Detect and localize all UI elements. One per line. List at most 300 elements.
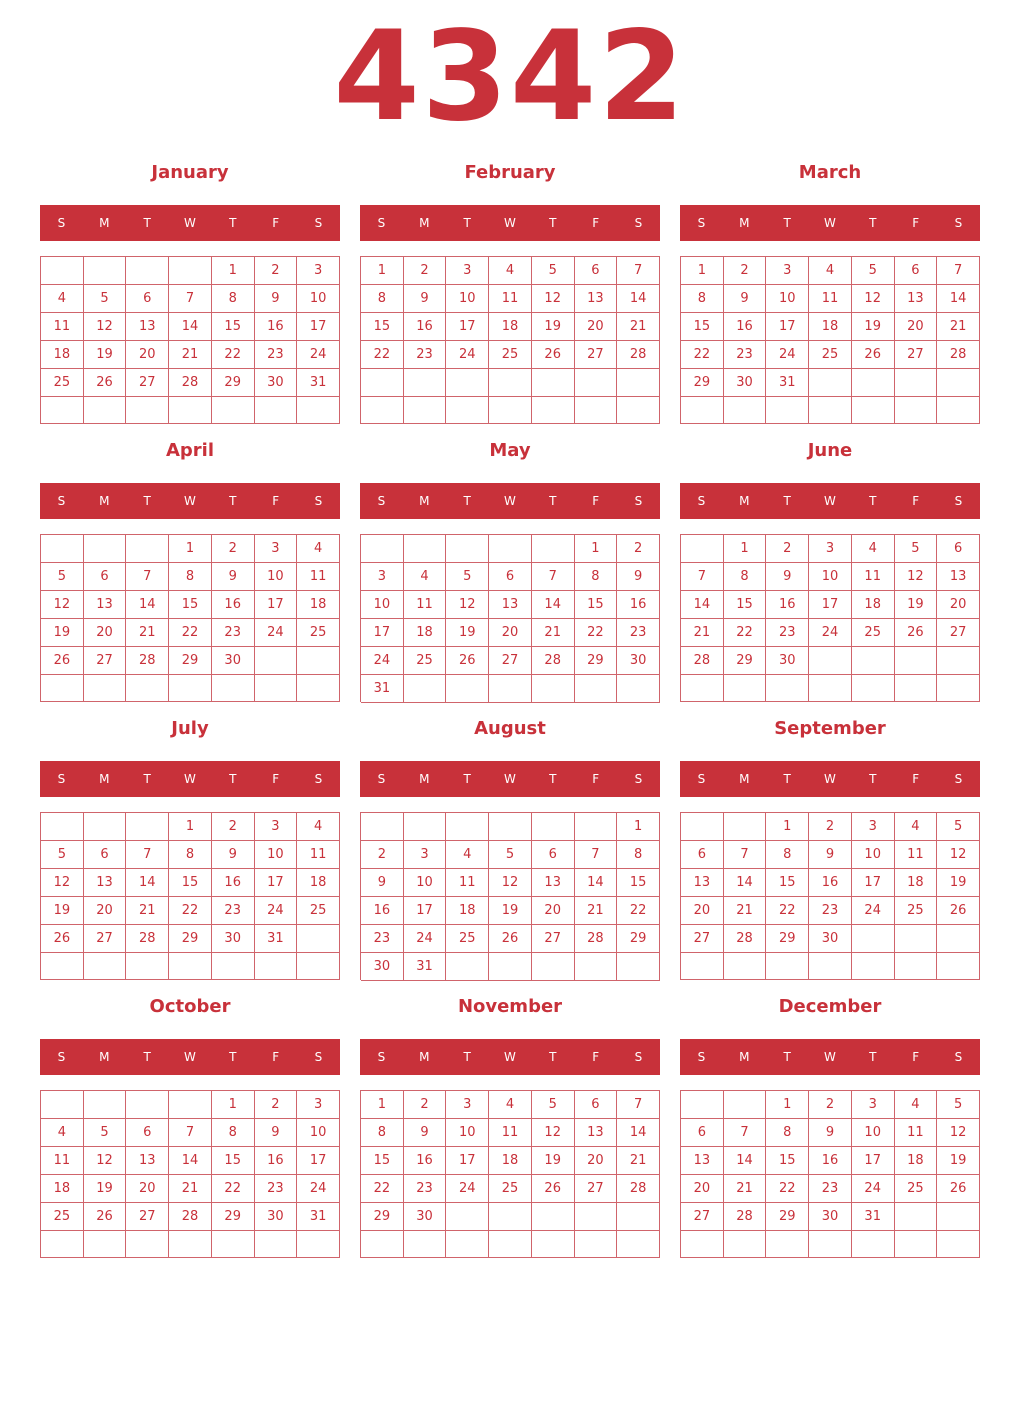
day-cell: 18	[852, 591, 895, 619]
day-cell: 3	[361, 563, 404, 591]
weekday-label: W	[504, 772, 516, 786]
day-cell: 13	[575, 1119, 618, 1147]
day-cell: 28	[575, 925, 618, 953]
day-cell: 3	[852, 813, 895, 841]
day-cell: 1	[212, 1091, 255, 1119]
day-cell: 5	[532, 1091, 575, 1119]
day-cell: 1	[169, 813, 212, 841]
empty-day-cell	[724, 1231, 767, 1258]
day-cell: 17	[852, 1147, 895, 1175]
day-cell: 18	[41, 341, 84, 369]
day-cell: 21	[126, 897, 169, 925]
day-cell: 14	[126, 869, 169, 897]
day-cell: 4	[404, 563, 447, 591]
day-cell: 8	[766, 1119, 809, 1147]
day-cell: 19	[489, 897, 532, 925]
weekday-header	[360, 205, 660, 241]
day-cell: 10	[255, 563, 298, 591]
day-cell: 5	[532, 257, 575, 285]
day-cell: 23	[404, 1175, 447, 1203]
day-cell: 3	[297, 1091, 340, 1119]
weekday-label: F	[912, 494, 920, 508]
empty-day-cell	[809, 397, 852, 424]
weekday-label: S	[697, 494, 706, 508]
empty-day-cell	[724, 675, 767, 702]
weekday-header	[40, 761, 340, 797]
empty-day-cell	[766, 675, 809, 702]
empty-day-cell	[84, 1091, 127, 1119]
day-cell: 17	[297, 313, 340, 341]
month-march	[680, 158, 980, 428]
month-november	[360, 992, 660, 1262]
day-cell: 15	[681, 313, 724, 341]
day-cell: 7	[169, 1119, 212, 1147]
day-cell: 7	[937, 257, 980, 285]
day-cell: 30	[255, 369, 298, 397]
day-cell: 19	[84, 1175, 127, 1203]
month-name: January	[151, 162, 229, 183]
day-cell: 18	[489, 313, 532, 341]
empty-day-cell	[575, 953, 618, 981]
weekday-label: W	[184, 772, 196, 786]
day-grid	[40, 534, 340, 702]
empty-day-cell	[41, 397, 84, 424]
day-cell: 29	[766, 925, 809, 953]
weekday-label: M	[739, 1050, 750, 1064]
day-cell: 17	[446, 313, 489, 341]
day-cell: 20	[532, 897, 575, 925]
weekday-label: S	[954, 216, 963, 230]
empty-day-cell	[489, 953, 532, 981]
day-cell: 8	[617, 841, 660, 869]
day-cell: 18	[895, 869, 938, 897]
day-cell: 20	[126, 1175, 169, 1203]
day-cell: 30	[724, 369, 767, 397]
day-cell: 9	[809, 841, 852, 869]
day-cell: 7	[532, 563, 575, 591]
empty-day-cell	[724, 397, 767, 424]
day-cell: 24	[809, 619, 852, 647]
empty-day-cell	[212, 397, 255, 424]
weekday-header	[40, 205, 340, 241]
day-cell: 13	[681, 1147, 724, 1175]
day-cell: 27	[575, 1175, 618, 1203]
day-cell: 13	[937, 563, 980, 591]
day-cell: 25	[809, 341, 852, 369]
month-august	[360, 714, 660, 984]
weekday-label: T	[463, 494, 471, 508]
empty-day-cell	[895, 647, 938, 675]
day-cell: 16	[361, 897, 404, 925]
empty-day-cell	[404, 675, 447, 703]
empty-day-cell	[617, 1231, 660, 1258]
month-may	[360, 436, 660, 706]
day-cell: 31	[297, 369, 340, 397]
day-cell: 22	[361, 341, 404, 369]
day-cell: 29	[361, 1203, 404, 1231]
month-april	[40, 436, 340, 706]
day-cell: 6	[575, 257, 618, 285]
day-cell: 22	[681, 341, 724, 369]
weekday-label: T	[549, 494, 557, 508]
day-cell: 9	[809, 1119, 852, 1147]
weekday-label: F	[272, 216, 280, 230]
day-grid	[680, 256, 980, 424]
day-cell: 1	[361, 1091, 404, 1119]
day-cell: 8	[212, 1119, 255, 1147]
day-cell: 12	[937, 841, 980, 869]
day-cell: 26	[532, 341, 575, 369]
day-grid	[360, 256, 660, 424]
day-cell: 7	[681, 563, 724, 591]
empty-day-cell	[84, 1231, 127, 1258]
empty-day-cell	[297, 647, 340, 675]
day-cell: 26	[84, 1203, 127, 1231]
empty-day-cell	[937, 647, 980, 675]
empty-day-cell	[446, 813, 489, 841]
empty-day-cell	[297, 925, 340, 953]
weekday-label: S	[697, 772, 706, 786]
day-cell: 15	[361, 313, 404, 341]
day-cell: 29	[681, 369, 724, 397]
day-cell: 12	[41, 591, 84, 619]
weekday-label: W	[504, 494, 516, 508]
weekday-label: S	[314, 772, 323, 786]
day-cell: 25	[41, 369, 84, 397]
day-cell: 18	[41, 1175, 84, 1203]
empty-day-cell	[895, 369, 938, 397]
day-cell: 8	[361, 1119, 404, 1147]
day-cell: 27	[681, 925, 724, 953]
day-cell: 13	[126, 313, 169, 341]
empty-day-cell	[937, 1231, 980, 1258]
day-cell: 22	[212, 341, 255, 369]
day-cell: 30	[809, 1203, 852, 1231]
day-cell: 4	[809, 257, 852, 285]
day-cell: 31	[766, 369, 809, 397]
day-cell: 5	[852, 257, 895, 285]
weekday-label: W	[824, 1050, 836, 1064]
day-cell: 10	[852, 1119, 895, 1147]
day-cell: 29	[169, 925, 212, 953]
empty-day-cell	[809, 369, 852, 397]
empty-day-cell	[617, 953, 660, 981]
weekday-label: T	[229, 494, 237, 508]
weekday-label: T	[783, 216, 791, 230]
empty-day-cell	[532, 369, 575, 397]
day-cell: 19	[84, 341, 127, 369]
weekday-label: M	[739, 216, 750, 230]
day-cell: 29	[212, 1203, 255, 1231]
day-cell: 8	[575, 563, 618, 591]
day-cell: 14	[937, 285, 980, 313]
day-cell: 4	[895, 813, 938, 841]
day-cell: 7	[724, 1119, 767, 1147]
weekday-label: W	[184, 494, 196, 508]
weekday-label: S	[377, 1050, 386, 1064]
empty-day-cell	[404, 813, 447, 841]
day-cell: 15	[766, 869, 809, 897]
empty-day-cell	[404, 397, 447, 425]
month-name: February	[464, 162, 556, 183]
empty-day-cell	[404, 369, 447, 397]
day-cell: 15	[212, 313, 255, 341]
day-cell: 19	[446, 619, 489, 647]
day-cell: 14	[532, 591, 575, 619]
empty-day-cell	[852, 953, 895, 980]
day-cell: 26	[41, 925, 84, 953]
day-cell: 26	[84, 369, 127, 397]
empty-day-cell	[126, 675, 169, 702]
empty-day-cell	[169, 397, 212, 424]
day-cell: 18	[489, 1147, 532, 1175]
day-cell: 4	[852, 535, 895, 563]
weekday-label: T	[463, 1050, 471, 1064]
year-title: 4342	[333, 5, 687, 149]
empty-day-cell	[532, 397, 575, 425]
day-cell: 12	[852, 285, 895, 313]
day-cell: 27	[681, 1203, 724, 1231]
empty-day-cell	[617, 1203, 660, 1231]
empty-day-cell	[575, 369, 618, 397]
month-january	[40, 158, 340, 428]
month-july	[40, 714, 340, 984]
day-cell: 9	[617, 563, 660, 591]
weekday-header	[680, 761, 980, 797]
day-cell: 2	[212, 813, 255, 841]
empty-day-cell	[361, 535, 404, 563]
empty-day-cell	[84, 397, 127, 424]
month-june	[680, 436, 980, 706]
day-grid	[360, 534, 660, 702]
day-cell: 6	[575, 1091, 618, 1119]
day-cell: 16	[809, 1147, 852, 1175]
empty-day-cell	[617, 369, 660, 397]
empty-day-cell	[297, 397, 340, 424]
empty-day-cell	[41, 257, 84, 285]
empty-day-cell	[212, 675, 255, 702]
empty-day-cell	[84, 535, 127, 563]
day-cell: 22	[766, 897, 809, 925]
day-cell: 3	[852, 1091, 895, 1119]
weekday-label: T	[869, 1050, 877, 1064]
weekday-label: F	[272, 1050, 280, 1064]
empty-day-cell	[575, 397, 618, 425]
day-cell: 18	[446, 897, 489, 925]
day-cell: 21	[532, 619, 575, 647]
day-cell: 1	[681, 257, 724, 285]
day-cell: 19	[895, 591, 938, 619]
day-cell: 6	[489, 563, 532, 591]
day-cell: 12	[446, 591, 489, 619]
empty-day-cell	[126, 1231, 169, 1258]
day-cell: 30	[212, 925, 255, 953]
day-cell: 10	[446, 285, 489, 313]
day-cell: 21	[617, 313, 660, 341]
weekday-label: M	[739, 494, 750, 508]
day-cell: 12	[489, 869, 532, 897]
day-cell: 13	[575, 285, 618, 313]
day-cell: 9	[724, 285, 767, 313]
day-cell: 10	[404, 869, 447, 897]
empty-day-cell	[41, 813, 84, 841]
day-cell: 3	[404, 841, 447, 869]
day-cell: 3	[255, 535, 298, 563]
day-cell: 22	[617, 897, 660, 925]
empty-day-cell	[617, 675, 660, 703]
day-cell: 7	[617, 257, 660, 285]
day-cell: 24	[766, 341, 809, 369]
weekday-label: T	[143, 772, 151, 786]
day-cell: 24	[852, 897, 895, 925]
day-cell: 19	[937, 1147, 980, 1175]
day-cell: 6	[895, 257, 938, 285]
day-cell: 27	[84, 647, 127, 675]
empty-day-cell	[809, 1231, 852, 1258]
day-cell: 21	[937, 313, 980, 341]
weekday-label: M	[419, 216, 430, 230]
day-cell: 22	[766, 1175, 809, 1203]
day-cell: 8	[169, 841, 212, 869]
day-cell: 22	[361, 1175, 404, 1203]
weekday-label: W	[184, 1050, 196, 1064]
day-cell: 22	[212, 1175, 255, 1203]
day-cell: 26	[489, 925, 532, 953]
day-cell: 9	[404, 1119, 447, 1147]
day-cell: 19	[937, 869, 980, 897]
empty-day-cell	[532, 535, 575, 563]
day-cell: 26	[895, 619, 938, 647]
day-cell: 10	[297, 1119, 340, 1147]
day-cell: 26	[446, 647, 489, 675]
day-cell: 21	[724, 897, 767, 925]
day-cell: 9	[255, 285, 298, 313]
weekday-label: S	[697, 216, 706, 230]
day-cell: 29	[766, 1203, 809, 1231]
day-cell: 25	[895, 1175, 938, 1203]
day-cell: 31	[361, 675, 404, 703]
empty-day-cell	[852, 397, 895, 424]
weekday-label: W	[504, 216, 516, 230]
day-cell: 11	[404, 591, 447, 619]
day-cell: 3	[255, 813, 298, 841]
day-cell: 10	[766, 285, 809, 313]
day-grid	[40, 256, 340, 424]
empty-day-cell	[169, 1231, 212, 1258]
day-cell: 1	[169, 535, 212, 563]
day-cell: 26	[852, 341, 895, 369]
weekday-label: M	[99, 216, 110, 230]
day-cell: 11	[489, 1119, 532, 1147]
weekday-label: S	[57, 494, 66, 508]
weekday-label: T	[869, 494, 877, 508]
month-september	[680, 714, 980, 984]
weekday-label: T	[869, 772, 877, 786]
empty-day-cell	[489, 397, 532, 425]
empty-day-cell	[937, 1203, 980, 1231]
day-cell: 16	[255, 313, 298, 341]
empty-day-cell	[852, 1231, 895, 1258]
day-cell: 24	[852, 1175, 895, 1203]
day-cell: 30	[809, 925, 852, 953]
day-cell: 14	[126, 591, 169, 619]
day-cell: 26	[532, 1175, 575, 1203]
day-cell: 28	[126, 647, 169, 675]
weekday-label: S	[697, 1050, 706, 1064]
day-cell: 29	[575, 647, 618, 675]
empty-day-cell	[489, 535, 532, 563]
day-cell: 8	[212, 285, 255, 313]
empty-day-cell	[532, 1231, 575, 1258]
day-cell: 14	[617, 1119, 660, 1147]
weekday-header	[40, 1039, 340, 1075]
weekday-label: T	[143, 216, 151, 230]
day-cell: 5	[84, 285, 127, 313]
day-cell: 27	[575, 341, 618, 369]
day-cell: 27	[895, 341, 938, 369]
empty-day-cell	[446, 397, 489, 425]
empty-day-cell	[681, 397, 724, 424]
weekday-label: S	[954, 494, 963, 508]
day-cell: 22	[575, 619, 618, 647]
day-cell: 9	[212, 563, 255, 591]
empty-day-cell	[255, 647, 298, 675]
month-name: October	[149, 996, 231, 1017]
day-cell: 21	[681, 619, 724, 647]
day-cell: 12	[41, 869, 84, 897]
day-cell: 14	[617, 285, 660, 313]
weekday-label: T	[229, 772, 237, 786]
day-cell: 23	[617, 619, 660, 647]
day-cell: 22	[724, 619, 767, 647]
weekday-label: M	[419, 1050, 430, 1064]
day-grid	[360, 1090, 660, 1258]
weekday-header	[360, 1039, 660, 1075]
empty-day-cell	[169, 257, 212, 285]
day-cell: 11	[895, 841, 938, 869]
day-cell: 28	[169, 1203, 212, 1231]
day-cell: 23	[212, 897, 255, 925]
empty-day-cell	[446, 1203, 489, 1231]
empty-day-cell	[41, 953, 84, 980]
day-cell: 15	[724, 591, 767, 619]
weekday-label: W	[824, 494, 836, 508]
day-cell: 6	[84, 841, 127, 869]
empty-day-cell	[255, 397, 298, 424]
day-cell: 7	[575, 841, 618, 869]
day-cell: 18	[297, 591, 340, 619]
day-cell: 16	[212, 591, 255, 619]
weekday-label: S	[634, 772, 643, 786]
weekday-label: F	[912, 772, 920, 786]
day-cell: 7	[169, 285, 212, 313]
day-cell: 5	[937, 1091, 980, 1119]
day-cell: 15	[361, 1147, 404, 1175]
day-cell: 16	[404, 1147, 447, 1175]
day-cell: 11	[41, 1147, 84, 1175]
day-cell: 15	[617, 869, 660, 897]
month-name: May	[489, 440, 531, 461]
day-cell: 29	[212, 369, 255, 397]
month-february	[360, 158, 660, 428]
weekday-label: S	[57, 1050, 66, 1064]
empty-day-cell	[212, 1231, 255, 1258]
weekday-label: T	[463, 216, 471, 230]
empty-day-cell	[724, 953, 767, 980]
month-name: November	[457, 996, 563, 1017]
day-cell: 13	[84, 591, 127, 619]
day-cell: 4	[489, 257, 532, 285]
